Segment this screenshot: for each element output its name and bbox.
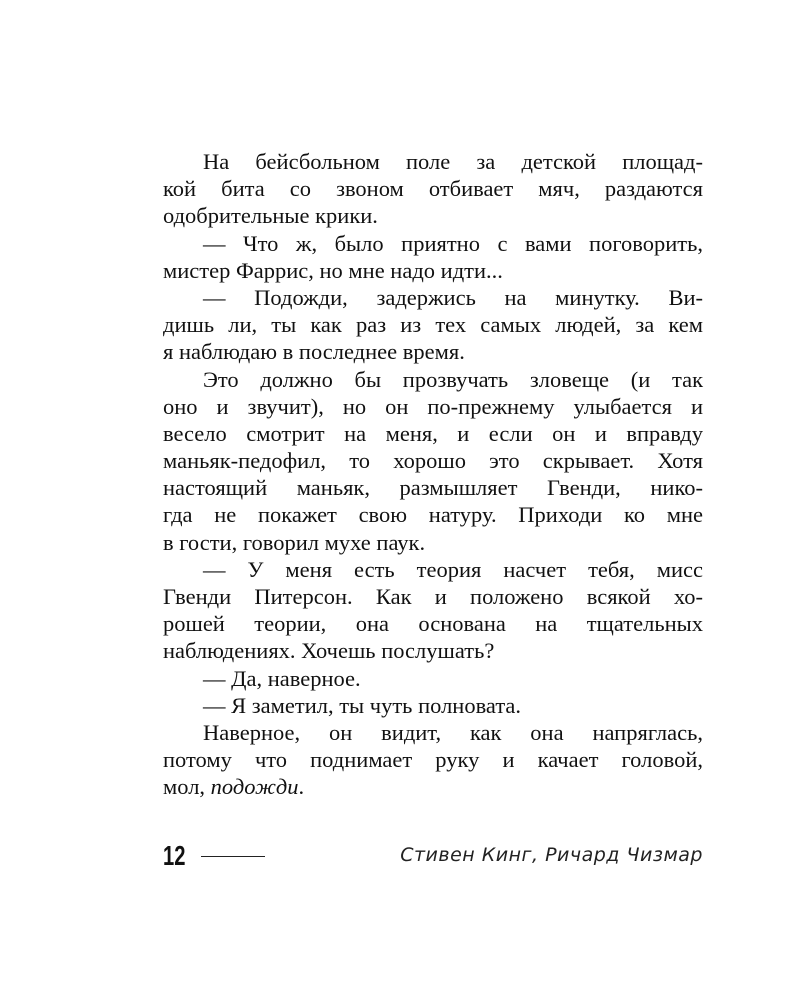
text-line xyxy=(163,610,703,637)
text-line-content: я наблюдаю в последнее время. xyxy=(163,339,465,365)
text-line xyxy=(163,366,703,393)
text-line-content: — Да, наверное. xyxy=(203,665,361,691)
text-line-content: Это должно бы прозвучать зловеще (и так xyxy=(203,366,703,392)
text-line xyxy=(163,175,703,202)
text-line-content: настоящий маньяк, размышляет Гвенди, нико- xyxy=(163,475,703,501)
text-line-content: оно и звучит), но он по-прежнему улыбается и xyxy=(163,393,703,419)
text-line xyxy=(163,719,703,746)
page-number: 12 xyxy=(163,840,186,871)
text-line xyxy=(163,583,703,610)
text-line xyxy=(163,773,703,800)
text-line xyxy=(163,311,703,338)
text-line-content: маньяк-педофил, то хорошо это скрывает. Хотя xyxy=(163,448,703,474)
text-line-content: рошей теории, она основана на тщательных xyxy=(163,611,703,637)
text-line xyxy=(163,202,703,229)
text-line xyxy=(163,665,703,692)
text-line xyxy=(163,393,703,420)
text-line xyxy=(163,447,703,474)
text-line xyxy=(163,529,703,556)
emphasis-text: подожди xyxy=(210,774,299,800)
footer-rule xyxy=(201,856,265,857)
text-line-content: мистер Фаррис, но мне надо идти... xyxy=(163,257,503,283)
text-line-content: Гвенди Питерсон. Как и положено всякой хо- xyxy=(163,584,703,609)
text-line-content: — Подожди, задержись на минутку. Ви- xyxy=(203,284,703,310)
text-line xyxy=(163,501,703,528)
text-line xyxy=(163,637,703,664)
text-line-content: весело смотрит на меня, и если он и вправду xyxy=(163,420,703,446)
text-line-content: — У меня есть теория насчет тебя, мисс xyxy=(203,556,703,582)
text-line-content: дишь ли, ты как раз из тех самых людей, за кем xyxy=(163,312,703,338)
text-line-content: наблюдениях. Хочешь послушать? xyxy=(163,638,495,664)
text-line-content: кой бита со звоном отбивает мяч, раздаются xyxy=(163,176,703,202)
text-line xyxy=(163,230,703,257)
text-line-content: в гости, говорил мухе паук. xyxy=(163,529,426,555)
text-line-content: — Что ж, было приятно с вами поговорить, xyxy=(203,230,703,256)
text-line-tail: . xyxy=(298,774,305,800)
text-line-content: мол, xyxy=(163,774,211,800)
text-line-content: Наверное, он видит, как она напряглась, xyxy=(203,719,703,745)
page-footer xyxy=(163,838,703,874)
text-line xyxy=(163,746,703,773)
running-head: Стивен Кинг, Ричард Чизмар xyxy=(400,844,703,866)
text-line xyxy=(163,148,703,175)
text-line-content: потому что поднимает руку и качает головой, xyxy=(163,747,703,773)
text-line-content: На бейсбольном поле за детской площад- xyxy=(203,149,703,174)
text-line xyxy=(163,284,703,311)
text-line-content: гда не покажет свою натуру. Приходи ко мне xyxy=(163,502,703,528)
text-line-content: — Я заметил, ты чуть полновата. xyxy=(203,692,522,718)
text-line xyxy=(163,474,703,501)
body-text xyxy=(163,148,703,801)
text-line xyxy=(163,257,703,284)
text-line xyxy=(163,420,703,447)
text-line xyxy=(163,556,703,583)
text-line-content: одобрительные крики. xyxy=(163,203,378,229)
text-line xyxy=(163,338,703,365)
text-line xyxy=(163,692,703,719)
